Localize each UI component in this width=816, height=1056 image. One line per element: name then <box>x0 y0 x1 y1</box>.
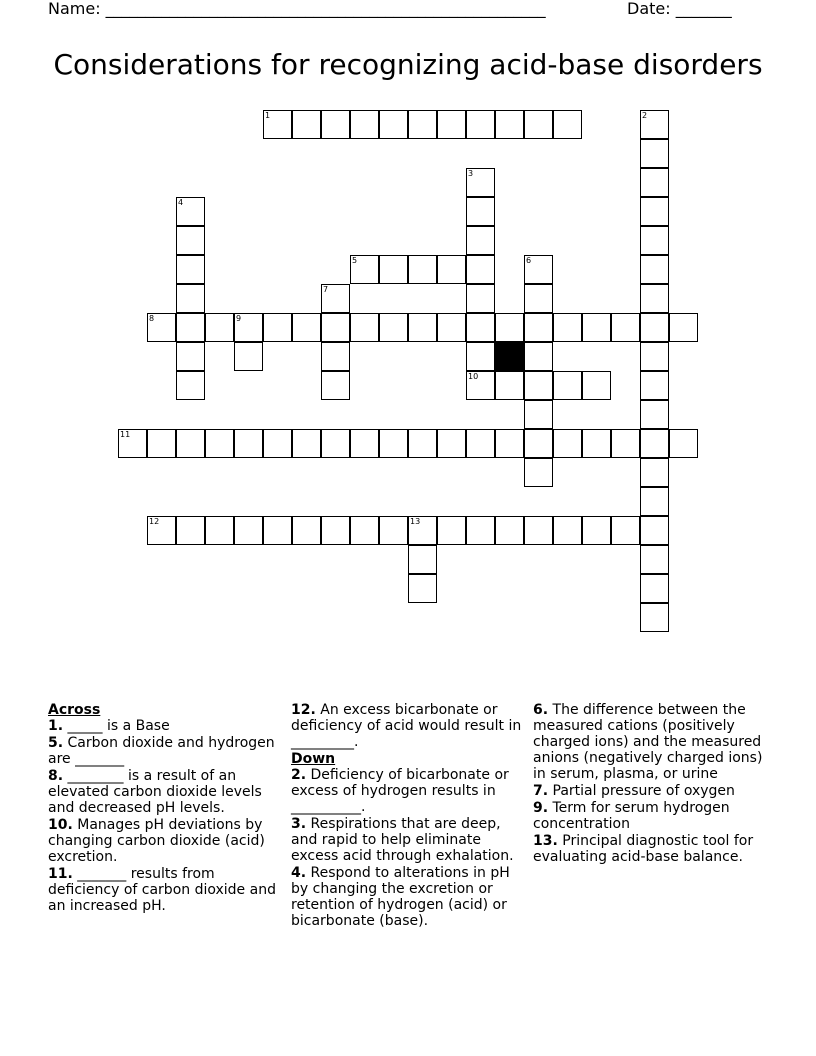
clue-text: Term for serum hydrogen concentration <box>533 800 730 832</box>
clue-number-label: 8 <box>149 314 155 323</box>
grid-cell[interactable] <box>234 516 263 545</box>
grid-cell[interactable] <box>466 255 495 284</box>
grid-cell[interactable] <box>176 197 205 226</box>
clue-text: Manages pH deviations by changing carbon dioxide (acid) excretion. <box>48 817 265 865</box>
grid-cell[interactable] <box>524 110 553 139</box>
clue-down-7 <box>533 783 773 799</box>
grid-cell[interactable] <box>640 516 669 545</box>
clue-text: Partial pressure of oxygen <box>548 783 735 799</box>
grid-cell[interactable] <box>553 110 582 139</box>
grid-cell[interactable] <box>408 516 437 545</box>
clue-down-9 <box>533 800 773 832</box>
grid-cell[interactable] <box>350 255 379 284</box>
grid-cell[interactable] <box>263 429 292 458</box>
grid-cell[interactable] <box>147 516 176 545</box>
grid-cell[interactable] <box>495 313 524 342</box>
clue-across-1 <box>48 718 283 734</box>
clue-text: Carbon dioxide and hydrogen are _______ <box>48 735 275 767</box>
clue-number-label: 2 <box>642 111 648 120</box>
grid-cell[interactable] <box>408 255 437 284</box>
grid-cell[interactable] <box>640 226 669 255</box>
grid-cell[interactable] <box>640 313 669 342</box>
grid-cell[interactable] <box>524 313 553 342</box>
grid-cell[interactable] <box>669 313 698 342</box>
grid-cell[interactable] <box>379 313 408 342</box>
grid-cell[interactable] <box>176 371 205 400</box>
grid-cell[interactable] <box>640 110 669 139</box>
grid-cell[interactable] <box>640 197 669 226</box>
clue-number-label: 10 <box>468 372 479 381</box>
grid-cell[interactable] <box>640 342 669 371</box>
grid-cell[interactable] <box>263 516 292 545</box>
grid-cell[interactable] <box>466 110 495 139</box>
grid-cell[interactable] <box>408 110 437 139</box>
page-title: Considerations for recognizing acid-base disorders <box>53 48 763 81</box>
grid-cell[interactable] <box>640 284 669 313</box>
grid-cell[interactable] <box>321 516 350 545</box>
grid-cell[interactable] <box>553 313 582 342</box>
grid-cell[interactable] <box>466 226 495 255</box>
grid-cell[interactable] <box>350 516 379 545</box>
clue-number-label: 7 <box>323 285 329 294</box>
grid-cell[interactable] <box>437 110 466 139</box>
clue-down-4 <box>291 865 529 929</box>
grid-cell[interactable] <box>408 574 437 603</box>
grid-cell[interactable] <box>379 516 408 545</box>
grid-cell[interactable] <box>350 110 379 139</box>
clue-number: 8. <box>48 768 64 784</box>
grid-cell[interactable] <box>553 516 582 545</box>
clue-text: Respond to alterations in pH by changing the excretion or retention of hydrogen (acid) or bicarbonate (base). <box>291 865 510 929</box>
clue-text: The difference between the measured cations (positively charged ions) and the measured anions (negatively charged ions) in serum, plasma, or urine <box>533 702 763 782</box>
grid-cell[interactable] <box>234 313 263 342</box>
grid-cell[interactable] <box>292 110 321 139</box>
clue-down-2 <box>291 767 529 815</box>
clue-across-12 <box>291 702 529 750</box>
grid-cell[interactable] <box>321 429 350 458</box>
grid-cell[interactable] <box>147 429 176 458</box>
grid-cell[interactable] <box>466 284 495 313</box>
clues-column-1 <box>48 702 283 915</box>
clue-number: 11. <box>48 866 73 882</box>
clue-down-3 <box>291 816 529 864</box>
grid-cell[interactable] <box>263 313 292 342</box>
clue-number: 12. <box>291 702 316 718</box>
grid-cell[interactable] <box>466 313 495 342</box>
grid-cell[interactable] <box>640 487 669 516</box>
grid-cell[interactable] <box>292 429 321 458</box>
grid-cell[interactable] <box>611 429 640 458</box>
grid-cell[interactable] <box>669 429 698 458</box>
grid-cell[interactable] <box>205 429 234 458</box>
clue-number: 7. <box>533 783 549 799</box>
grid-cell[interactable] <box>495 110 524 139</box>
clue-number-label: 9 <box>236 314 242 323</box>
clue-number-label: 5 <box>352 256 358 265</box>
grid-cell[interactable] <box>611 516 640 545</box>
grid-cell[interactable] <box>524 371 553 400</box>
grid-cell[interactable] <box>176 516 205 545</box>
grid-cell[interactable] <box>466 197 495 226</box>
grid-cell[interactable] <box>553 371 582 400</box>
clue-number-label: 13 <box>410 517 421 526</box>
grid-cell[interactable] <box>321 371 350 400</box>
grid-cell[interactable] <box>408 313 437 342</box>
clue-number-label: 3 <box>468 169 474 178</box>
clue-number-label: 12 <box>149 517 160 526</box>
clue-number: 13. <box>533 833 558 849</box>
grid-cell[interactable] <box>524 342 553 371</box>
grid-cell[interactable] <box>582 429 611 458</box>
clue-text: An excess bicarbonate or deficiency of acid would result in _________. <box>291 702 522 750</box>
grid-cell[interactable] <box>466 429 495 458</box>
clue-down-13 <box>533 833 773 865</box>
clue-number: 5. <box>48 735 64 751</box>
grid-cell[interactable] <box>437 429 466 458</box>
grid-cell[interactable] <box>437 255 466 284</box>
grid-cell[interactable] <box>379 255 408 284</box>
clue-number: 6. <box>533 702 549 718</box>
grid-cell[interactable] <box>640 255 669 284</box>
across-heading: Across <box>48 702 101 718</box>
grid-cell[interactable] <box>466 371 495 400</box>
grid-cell[interactable] <box>582 313 611 342</box>
grid-cell[interactable] <box>176 255 205 284</box>
grid-cell[interactable] <box>408 429 437 458</box>
grid-cell[interactable] <box>176 284 205 313</box>
clues-column-3 <box>533 702 773 866</box>
grid-cell[interactable] <box>437 313 466 342</box>
grid-cell[interactable] <box>495 516 524 545</box>
grid-cell[interactable] <box>640 371 669 400</box>
grid-cell[interactable] <box>524 429 553 458</box>
clue-text: Deficiency of bicarbonate or excess of hydrogen results in __________. <box>291 767 509 815</box>
grid-cell[interactable] <box>640 429 669 458</box>
grid-cell[interactable] <box>234 429 263 458</box>
grid-cell[interactable] <box>640 603 669 632</box>
clue-number-label: 6 <box>526 256 532 265</box>
grid-cell[interactable] <box>495 429 524 458</box>
grid-cell[interactable] <box>466 342 495 371</box>
clue-number-label: 11 <box>120 430 131 439</box>
grid-cell[interactable] <box>147 313 176 342</box>
clue-number: 4. <box>291 865 307 881</box>
clue-number: 2. <box>291 767 307 783</box>
clue-text: Principal diagnostic tool for evaluating acid-base balance. <box>533 833 754 865</box>
down-heading: Down <box>291 751 336 767</box>
black-cell <box>495 342 524 371</box>
clue-text: _____ is a Base <box>63 718 170 734</box>
grid-cell[interactable] <box>466 168 495 197</box>
grid-cell[interactable] <box>524 458 553 487</box>
grid-cell[interactable] <box>321 284 350 313</box>
grid-cell[interactable] <box>205 313 234 342</box>
grid-cell[interactable] <box>553 429 582 458</box>
grid-cell[interactable] <box>611 313 640 342</box>
grid-cell[interactable] <box>640 168 669 197</box>
clue-number: 10. <box>48 817 73 833</box>
grid-cell[interactable] <box>292 313 321 342</box>
clue-text: Respirations that are deep, and rapid to help eliminate excess acid through exhalation. <box>291 816 514 864</box>
grid-cell[interactable] <box>176 429 205 458</box>
grid-cell[interactable] <box>640 458 669 487</box>
grid-cell[interactable] <box>379 110 408 139</box>
clue-across-8 <box>48 768 283 816</box>
grid-cell[interactable] <box>466 516 495 545</box>
grid-cell[interactable] <box>176 313 205 342</box>
clue-across-11 <box>48 866 283 914</box>
grid-cell[interactable] <box>321 313 350 342</box>
grid-cell[interactable] <box>640 139 669 168</box>
grid-cell[interactable] <box>263 110 292 139</box>
grid-cell[interactable] <box>205 516 234 545</box>
grid-cell[interactable] <box>582 516 611 545</box>
grid-cell[interactable] <box>640 574 669 603</box>
clue-number: 1. <box>48 718 64 734</box>
grid-cell[interactable] <box>524 255 553 284</box>
grid-cell[interactable] <box>321 342 350 371</box>
grid-cell[interactable] <box>176 226 205 255</box>
grid-cell[interactable] <box>118 429 147 458</box>
grid-cell[interactable] <box>292 516 321 545</box>
clue-number: 9. <box>533 800 549 816</box>
grid-cell[interactable] <box>582 371 611 400</box>
grid-cell[interactable] <box>379 429 408 458</box>
grid-cell[interactable] <box>437 516 466 545</box>
date-field[interactable]: Date: _______ <box>627 0 732 18</box>
grid-cell[interactable] <box>350 429 379 458</box>
grid-cell[interactable] <box>234 342 263 371</box>
clue-down-6 <box>533 702 773 782</box>
grid-cell[interactable] <box>495 371 524 400</box>
clue-text: _______ results from deficiency of carbon dioxide and an increased pH. <box>48 866 276 914</box>
clue-number-label: 1 <box>265 111 271 120</box>
clue-text: ________ is a result of an elevated carbon dioxide levels and decreased pH levels. <box>48 768 262 816</box>
grid-cell[interactable] <box>524 284 553 313</box>
grid-cell[interactable] <box>408 545 437 574</box>
grid-cell[interactable] <box>640 545 669 574</box>
grid-cell[interactable] <box>640 400 669 429</box>
grid-cell[interactable] <box>321 110 350 139</box>
grid-cell[interactable] <box>176 342 205 371</box>
name-field[interactable]: Name: _______________________________________________________ <box>48 0 546 18</box>
grid-cell[interactable] <box>524 516 553 545</box>
clue-number: 3. <box>291 816 307 832</box>
grid-cell[interactable] <box>524 400 553 429</box>
clue-number-label: 4 <box>178 198 184 207</box>
clue-across-10 <box>48 817 283 865</box>
clue-across-5 <box>48 735 283 767</box>
clues-column-2 <box>291 702 529 930</box>
grid-cell[interactable] <box>350 313 379 342</box>
